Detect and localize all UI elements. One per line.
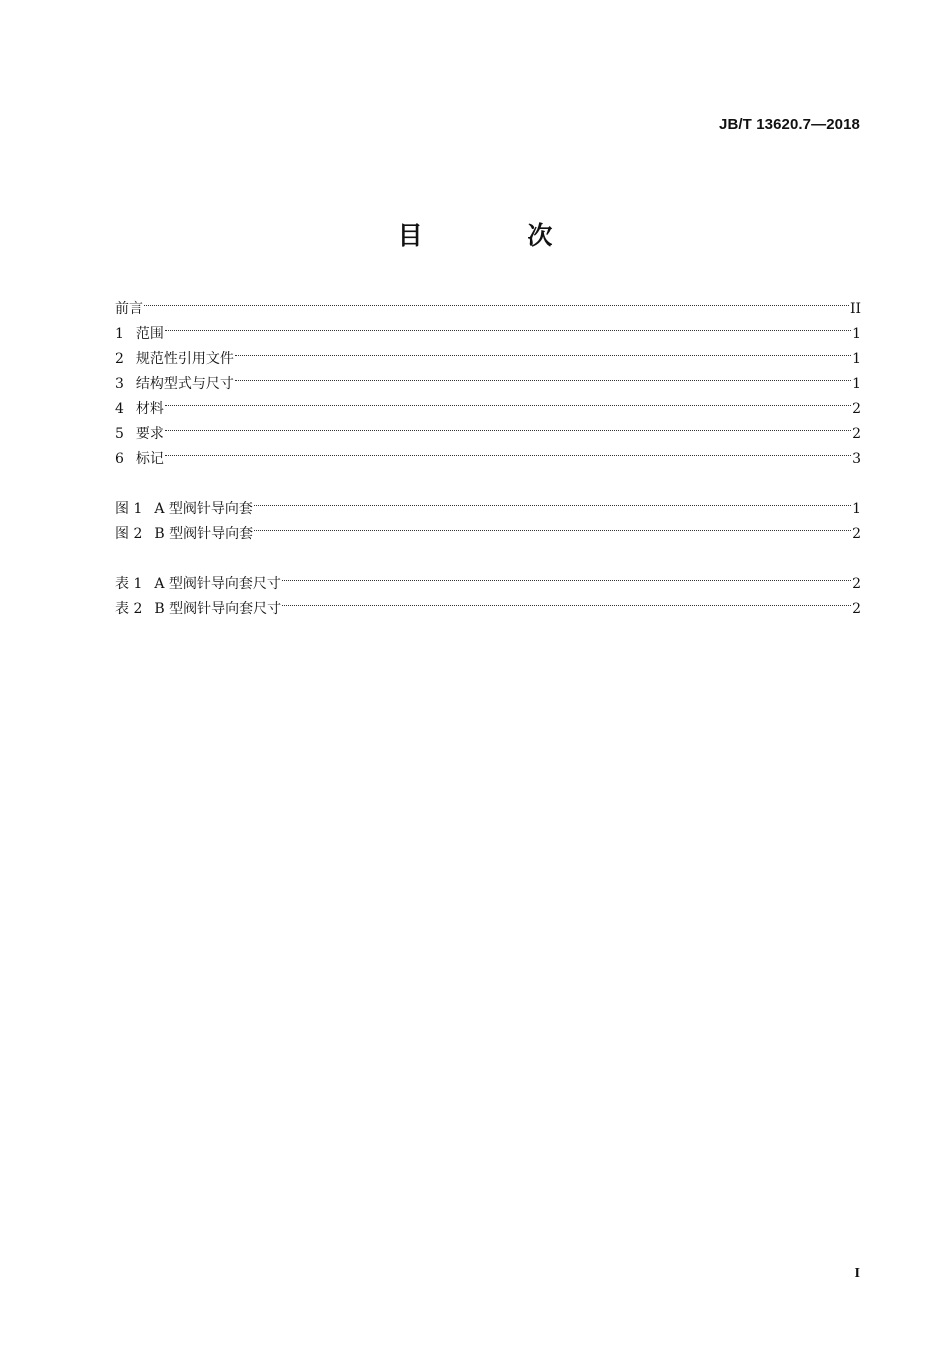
toc-entry-number: 6 bbox=[115, 451, 124, 467]
toc-entry-title: 要求 bbox=[135, 426, 164, 442]
toc-entry-title: B 型阀针导向套 bbox=[154, 526, 254, 542]
toc-entry-page: 2 bbox=[852, 576, 861, 592]
toc-entry-number: 5 bbox=[115, 426, 124, 442]
toc-entry-table-2[interactable] bbox=[115, 597, 861, 622]
toc-entry-number: 图 1 bbox=[115, 501, 143, 517]
toc-entry-number: 3 bbox=[115, 376, 124, 392]
toc-entry-title: A 型阀针导向套 bbox=[154, 501, 253, 517]
toc-entry-title: 材料 bbox=[135, 401, 164, 417]
toc-entry-table-1[interactable] bbox=[115, 572, 861, 597]
toc-entry-page: 1 bbox=[852, 376, 861, 392]
dot-leader bbox=[165, 330, 851, 331]
toc-entry-requirements[interactable] bbox=[115, 422, 861, 447]
standard-number: JB/T 13620.7—2018 bbox=[719, 116, 860, 133]
toc-entry-title: B 型阀针导向套尺寸 bbox=[154, 601, 282, 617]
toc-entry-figure-1[interactable] bbox=[115, 497, 861, 522]
dot-leader bbox=[282, 580, 851, 581]
toc-entry-title: 规范性引用文件 bbox=[135, 351, 234, 367]
dot-leader bbox=[254, 530, 851, 531]
toc-entry-page: 1 bbox=[852, 326, 861, 342]
toc-entry-scope[interactable] bbox=[115, 322, 861, 347]
toc-figures bbox=[115, 497, 861, 547]
toc-entry-number: 1 bbox=[115, 326, 124, 342]
toc-entry-page: II bbox=[849, 301, 861, 317]
page-number: I bbox=[854, 1266, 860, 1281]
toc-entry-title: A 型阀针导向套尺寸 bbox=[154, 576, 281, 592]
toc-entry-number: 表 1 bbox=[115, 576, 143, 592]
toc-entry-marking[interactable] bbox=[115, 447, 861, 472]
toc-entry-page: 1 bbox=[852, 501, 861, 517]
dot-leader bbox=[282, 605, 851, 606]
page-title: 目 次 bbox=[397, 221, 601, 250]
toc-entry-number: 4 bbox=[115, 401, 124, 417]
dot-leader bbox=[144, 305, 849, 306]
dot-leader bbox=[165, 430, 851, 431]
dot-leader bbox=[235, 355, 851, 356]
toc-entry-number: 图 2 bbox=[115, 526, 143, 542]
toc-entry-materials[interactable] bbox=[115, 397, 861, 422]
toc-entry-page: 3 bbox=[852, 451, 861, 467]
toc-entry-title: 标记 bbox=[135, 451, 164, 467]
toc-entry-title: 前言 bbox=[115, 301, 143, 317]
toc-entry-page: 2 bbox=[852, 401, 861, 417]
toc-entry-page: 2 bbox=[852, 426, 861, 442]
dot-leader bbox=[235, 380, 851, 381]
toc-entry-title: 范围 bbox=[135, 326, 164, 342]
toc-entry-figure-2[interactable] bbox=[115, 522, 861, 547]
toc-entry-title: 结构型式与尺寸 bbox=[135, 376, 234, 392]
dot-leader bbox=[254, 505, 851, 506]
toc-entry-foreword[interactable] bbox=[115, 297, 861, 322]
dot-leader bbox=[165, 455, 851, 456]
toc-entry-page: 2 bbox=[852, 601, 861, 617]
toc-entry-normative-references[interactable] bbox=[115, 347, 861, 372]
dot-leader bbox=[165, 405, 851, 406]
toc-entry-number: 表 2 bbox=[115, 601, 143, 617]
toc-tables bbox=[115, 572, 861, 622]
table-of-contents bbox=[115, 297, 861, 622]
toc-sections bbox=[115, 297, 861, 472]
toc-entry-structure-dimensions[interactable] bbox=[115, 372, 861, 397]
toc-entry-page: 1 bbox=[852, 351, 861, 367]
toc-entry-number: 2 bbox=[115, 351, 124, 367]
toc-entry-page: 2 bbox=[852, 526, 861, 542]
